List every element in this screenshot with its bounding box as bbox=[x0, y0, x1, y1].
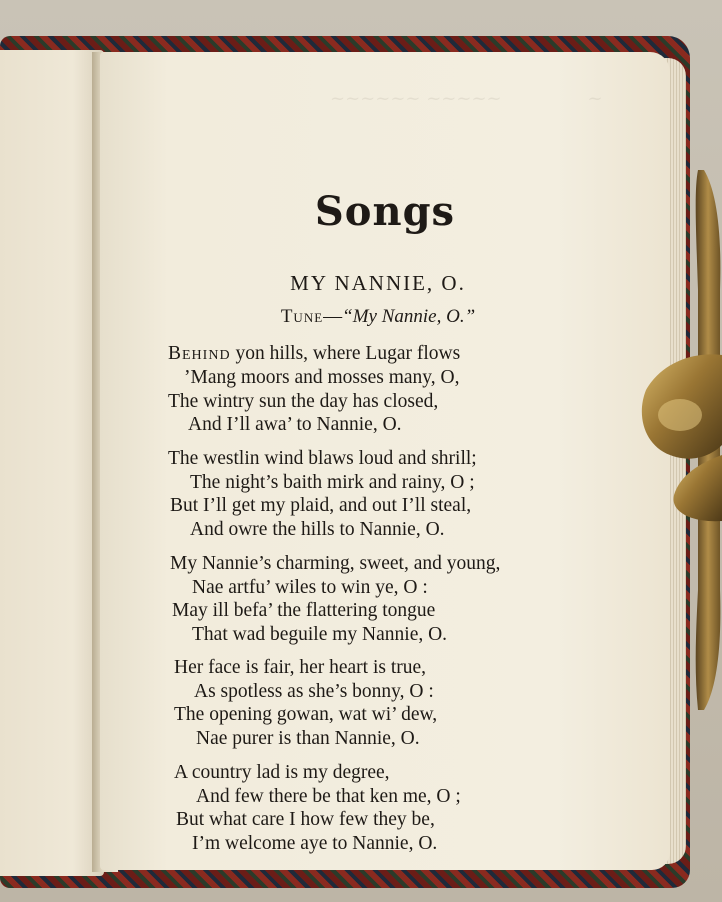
verse-line: I’m welcome aye to Nannie, O. bbox=[192, 833, 438, 854]
tune-label: Tune bbox=[280, 306, 324, 327]
verse-line: But what care I how few they be, bbox=[176, 809, 435, 830]
tune-name: “My Nannie, O.” bbox=[342, 306, 476, 327]
verse-line: May ill befa’ the flattering tongue bbox=[172, 600, 436, 621]
tune-line bbox=[100, 306, 656, 328]
verse-line-text: yon hills, where Lugar flows bbox=[235, 343, 461, 364]
verse-line: But I’ll get my plaid, and out I’ll steal, bbox=[170, 495, 472, 516]
verse-line: The westlin wind blaws loud and shrill; bbox=[168, 448, 477, 469]
verse-line: Nae purer is than Nannie, O. bbox=[196, 728, 420, 749]
verse-line: Her face is fair, her heart is true, bbox=[174, 657, 427, 678]
verse-line: And I’ll awa’ to Nannie, O. bbox=[188, 414, 402, 435]
tune-separator: — bbox=[323, 306, 343, 327]
verse-line: Nae artfu’ wiles to win ye, O : bbox=[192, 577, 428, 598]
brass-clasp-icon bbox=[640, 345, 722, 525]
verse-line: That wad beguile my Nannie, O. bbox=[192, 624, 448, 645]
verse-line: The wintry sun the day has closed, bbox=[168, 391, 439, 412]
song-title: MY NANNIE, O. bbox=[290, 271, 466, 295]
verse-line: My Nannie’s charming, sweet, and young, bbox=[170, 553, 501, 574]
verse-line: And owre the hills to Nannie, O. bbox=[190, 519, 445, 540]
verse-line: As spotless as she’s bonny, O : bbox=[194, 681, 434, 702]
left-page bbox=[0, 50, 104, 876]
verse-line bbox=[168, 343, 460, 365]
first-word-cap: Behind bbox=[168, 343, 231, 364]
showthrough-texture: ~~~~~~ ~~~~~ ~ bbox=[330, 88, 603, 109]
page-heading: Songs bbox=[314, 188, 456, 235]
verse-line: A country lad is my degree, bbox=[174, 762, 390, 783]
verse-line: ’Mang moors and mosses many, O, bbox=[184, 367, 460, 388]
verse-line: And few there be that ken me, O ; bbox=[196, 786, 461, 807]
verse-line: The night’s baith mirk and rainy, O ; bbox=[190, 472, 475, 493]
verse-line: The opening gowan, wat wi’ dew, bbox=[174, 704, 438, 725]
